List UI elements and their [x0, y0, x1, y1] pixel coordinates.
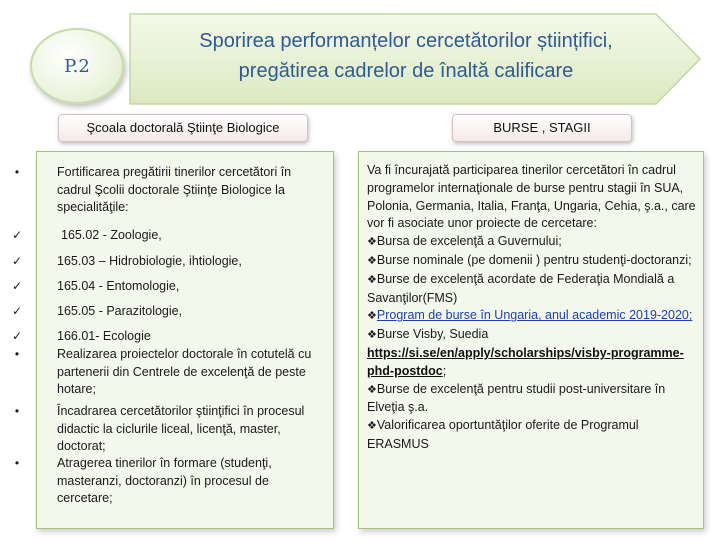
grant-item-text: Burse de excelenţă pentru studii post-universitare în Elveţia ş.a. — [367, 381, 666, 415]
diamond-bullet-icon: ❖ — [367, 383, 377, 396]
grant-item — [367, 326, 701, 380]
list-item-text: 165.02 - Zoologie, — [61, 228, 162, 242]
doctoral-school-label: Şcoala doctorală Ştiinţe Biologice — [58, 114, 308, 142]
list-item-text: Fortificarea pregătirii tinerilor cercetători în cadrul Şcolii doctorale Ştiinţe Biologice la specialităţile: — [57, 165, 292, 214]
page-title — [146, 26, 666, 86]
list-item-text: 165.05 - Parazitologie, — [57, 304, 183, 318]
grant-item — [367, 252, 701, 271]
grant-item — [367, 417, 701, 454]
diamond-bullet-icon: ❖ — [367, 254, 377, 267]
list-item — [11, 253, 327, 271]
diamond-bullet-icon: ❖ — [367, 329, 377, 342]
bullet-icon: • — [14, 347, 20, 361]
grants-panel — [358, 151, 704, 529]
badge-text: P.2 — [64, 55, 90, 77]
list-item — [14, 164, 327, 217]
list-item-text: Realizarea proiectelor doctorale în cotutelă cu partenerii din Centrele de excelenţă de peste hotare; — [57, 347, 312, 396]
grant-item-text: Bursa de excelenţă a Guvernului; — [376, 234, 562, 249]
grants-label: BURSE , STAGII — [452, 114, 632, 142]
title-banner — [126, 10, 706, 108]
bullet-icon: • — [14, 404, 20, 418]
grant-item-text: Burse de excelenţă acordate de Federaţia Mondială a Savanţilor(FMS) — [367, 271, 675, 305]
grant-item-text: Burse Visby, Suedia — [376, 327, 489, 342]
doctoral-school-panel — [11, 151, 334, 529]
title-line-1: Sporirea performanțelor cercetătorilor științifici, — [199, 30, 613, 52]
section-badge — [30, 28, 124, 104]
list-item-text: 166.01- Ecologie — [57, 329, 151, 343]
list-item-text: 165.03 – Hidrobiologie, ihtiologie, — [57, 254, 242, 268]
grant-item — [367, 233, 701, 252]
grant-item — [367, 271, 701, 308]
list-item — [14, 346, 327, 399]
list-item — [11, 303, 327, 321]
list-item-text: Atragerea tinerilor în formare (studenţi, masteranzi, doctoranzi) în procesul de cercetare; — [57, 456, 272, 505]
check-icon: ✓ — [11, 254, 23, 268]
bullet-icon: • — [14, 456, 20, 470]
check-icon: ✓ — [11, 279, 23, 293]
title-line-2: pregătirea cadrelor de înaltă calificare — [238, 60, 574, 82]
diamond-bullet-icon: ❖ — [367, 310, 377, 323]
diamond-bullet-icon: ❖ — [367, 273, 377, 286]
link-suffix: ; — [442, 363, 447, 378]
grant-item-text: Burse nominale (pe domenii ) pentru studenţi-doctoranzi; — [376, 252, 692, 267]
check-icon: ✓ — [11, 329, 23, 343]
diamond-bullet-icon: ❖ — [367, 236, 377, 249]
list-item — [11, 278, 327, 296]
visby-program-link[interactable]: https://si.se/en/apply/scholarships/visby-programme-phd-postdoc — [367, 345, 684, 378]
grant-item — [367, 381, 701, 418]
grants-intro: Va fi încurajată participarea tinerilor cercetători în cadrul programelor internaţionale de burse pentru stagii în SUA, Polonia, Germania, Italia, Franţa, Ungaria, Cehia, ş.a., care vor fi asociate unor proiecte de cercetare: — [367, 163, 696, 231]
list-item — [14, 403, 327, 456]
check-icon: ✓ — [11, 304, 23, 318]
check-icon: ✓ — [11, 228, 23, 242]
grant-item — [367, 307, 701, 326]
grants-text — [367, 162, 701, 454]
list-item-text: Încadrarea cercetătorilor ştiinţifici în procesul didactic la ciclurile liceal, licenţă, master, doctorat; — [57, 404, 305, 453]
grant-item-text: Valorificarea oportuntăţilor oferite de Programul ERASMUS — [367, 418, 639, 451]
list-item — [11, 328, 327, 346]
bullet-icon: • — [14, 165, 20, 179]
list-item-text: 165.04 - Entomologie, — [57, 279, 180, 293]
list-item — [14, 455, 327, 508]
list-item — [11, 227, 327, 245]
hungary-program-link[interactable]: Program de burse în Ungaria, anul academic 2019-2020; — [376, 308, 693, 323]
diamond-bullet-icon: ❖ — [367, 420, 377, 433]
